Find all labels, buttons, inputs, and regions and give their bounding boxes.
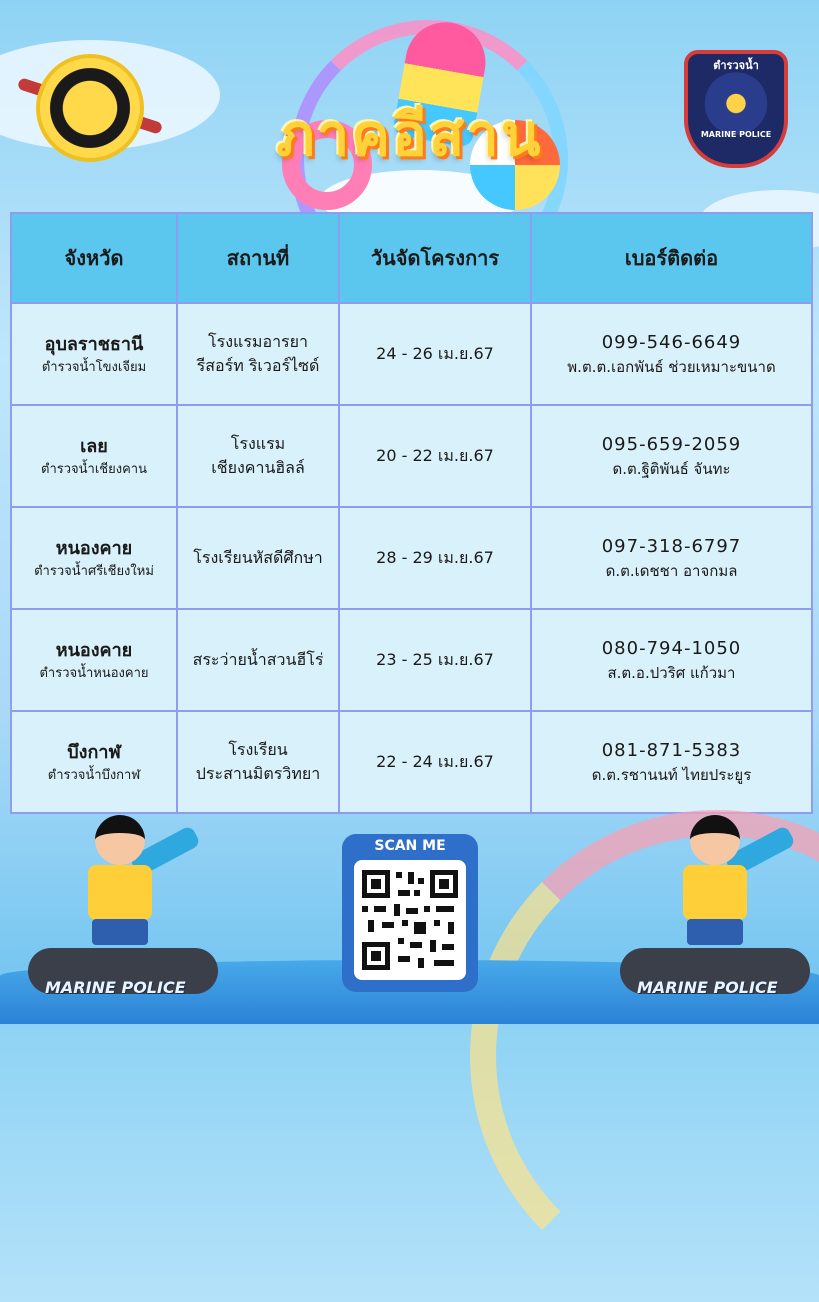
table-row: [12, 508, 811, 608]
date-cell: 22 - 24 เม.ย.67: [340, 712, 530, 812]
qr-code[interactable]: [354, 860, 466, 980]
contact-name: ด.ต.เดชชา อาจกมล: [605, 562, 738, 581]
kid-shirt: [683, 865, 747, 920]
table-row: [12, 304, 811, 404]
province-name: เลย: [80, 435, 108, 457]
kid-left-illustration: [70, 815, 170, 965]
venue-line: โรงเรียน: [228, 740, 288, 759]
venue-line: สระว่ายน้ำสวนฮีโร่: [192, 650, 324, 669]
kid-head: [95, 815, 145, 865]
date-cell: 20 - 22 เม.ย.67: [340, 406, 530, 506]
province-name: หนองคาย: [55, 537, 133, 559]
venue-line: โรงแรมอารยา: [208, 332, 308, 351]
badge-top-text: ตำรวจน้ำ: [713, 59, 759, 72]
venue-cell: [178, 712, 338, 812]
contact-cell: [532, 304, 811, 404]
phone-number: 080-794-1050: [601, 638, 742, 660]
phone-number: 097-318-6797: [601, 536, 742, 558]
kid-shorts: [687, 919, 743, 945]
venue-cell: [178, 610, 338, 710]
venue-cell: [178, 304, 338, 404]
police-unit: ตำรวจน้ำบึงกาฬ: [47, 767, 141, 783]
header-province: จังหวัด: [12, 214, 176, 302]
phone-number: 095-659-2059: [601, 434, 742, 456]
province-cell: [12, 508, 176, 608]
phone-number: 099-546-6649: [601, 332, 742, 354]
kid-shirt: [88, 865, 152, 920]
contact-cell: [532, 406, 811, 506]
province-cell: [12, 406, 176, 506]
kid-head: [690, 815, 740, 865]
date-cell: 28 - 29 เม.ย.67: [340, 508, 530, 608]
kid-shorts: [92, 919, 148, 945]
province-cell: [12, 610, 176, 710]
contact-name: พ.ต.ต.เอกพันธ์ ช่วยเหมาะขนาด: [567, 358, 776, 377]
contact-cell: [532, 508, 811, 608]
page-title: ภาคอีสาน: [276, 101, 543, 169]
table-row: [12, 610, 811, 710]
venue-cell: [178, 508, 338, 608]
contact-name: ส.ต.อ.ปวริศ แก้วมา: [607, 664, 736, 683]
header-contact: เบอร์ติดต่อ: [532, 214, 811, 302]
venue-line: โรงเรียนหัสดีศึกษา: [193, 548, 323, 567]
table-header-row: [12, 214, 811, 302]
date-cell: 24 - 26 เม.ย.67: [340, 304, 530, 404]
contact-cell: [532, 712, 811, 812]
boat-left-text: MARINE POLICE: [45, 978, 186, 997]
police-unit: ตำรวจน้ำหนองคาย: [39, 665, 149, 681]
venue-line: เชียงคานฮิลล์: [211, 458, 305, 477]
qr-code-icon: [354, 860, 466, 980]
province-cell: [12, 712, 176, 812]
boat-right-text: MARINE POLICE: [637, 978, 778, 997]
phone-number: 081-871-5383: [601, 740, 742, 762]
rainbow-decoration: [470, 810, 819, 1302]
venue-line: รีสอร์ท ริเวอร์ไซด์: [196, 356, 320, 375]
badge-bottom-text: MARINE POLICE: [700, 130, 772, 139]
table-row: [12, 406, 811, 506]
scan-me-label: SCAN ME: [374, 838, 446, 854]
province-name: บึงกาฬ: [67, 741, 121, 763]
venue-line: ประสานมิตรวิทยา: [195, 764, 321, 783]
contact-name: ด.ต.รชานนท์ ไทยประยูร: [591, 766, 752, 785]
date-cell: 23 - 25 เม.ย.67: [340, 610, 530, 710]
province-name: หนองคาย: [55, 639, 133, 661]
kid-right-illustration: [665, 815, 765, 965]
police-unit: ตำรวจน้ำศรีเชียงใหม่: [34, 563, 154, 579]
province-cell: [12, 304, 176, 404]
contact-name: ด.ต.ฐิติพันธ์ จันทะ: [612, 460, 731, 479]
police-unit: ตำรวจน้ำโขงเจียม: [41, 359, 147, 375]
table-row: [12, 712, 811, 812]
contact-cell: [532, 610, 811, 710]
province-name: อุบลราชธานี: [44, 333, 144, 355]
header-date: วันจัดโครงการ: [340, 214, 530, 302]
header-venue: สถานที่: [178, 214, 338, 302]
venue-line: โรงแรม: [230, 434, 286, 453]
event-table: [10, 212, 813, 814]
venue-cell: [178, 406, 338, 506]
police-unit: ตำรวจน้ำเชียงคาน: [41, 461, 147, 477]
